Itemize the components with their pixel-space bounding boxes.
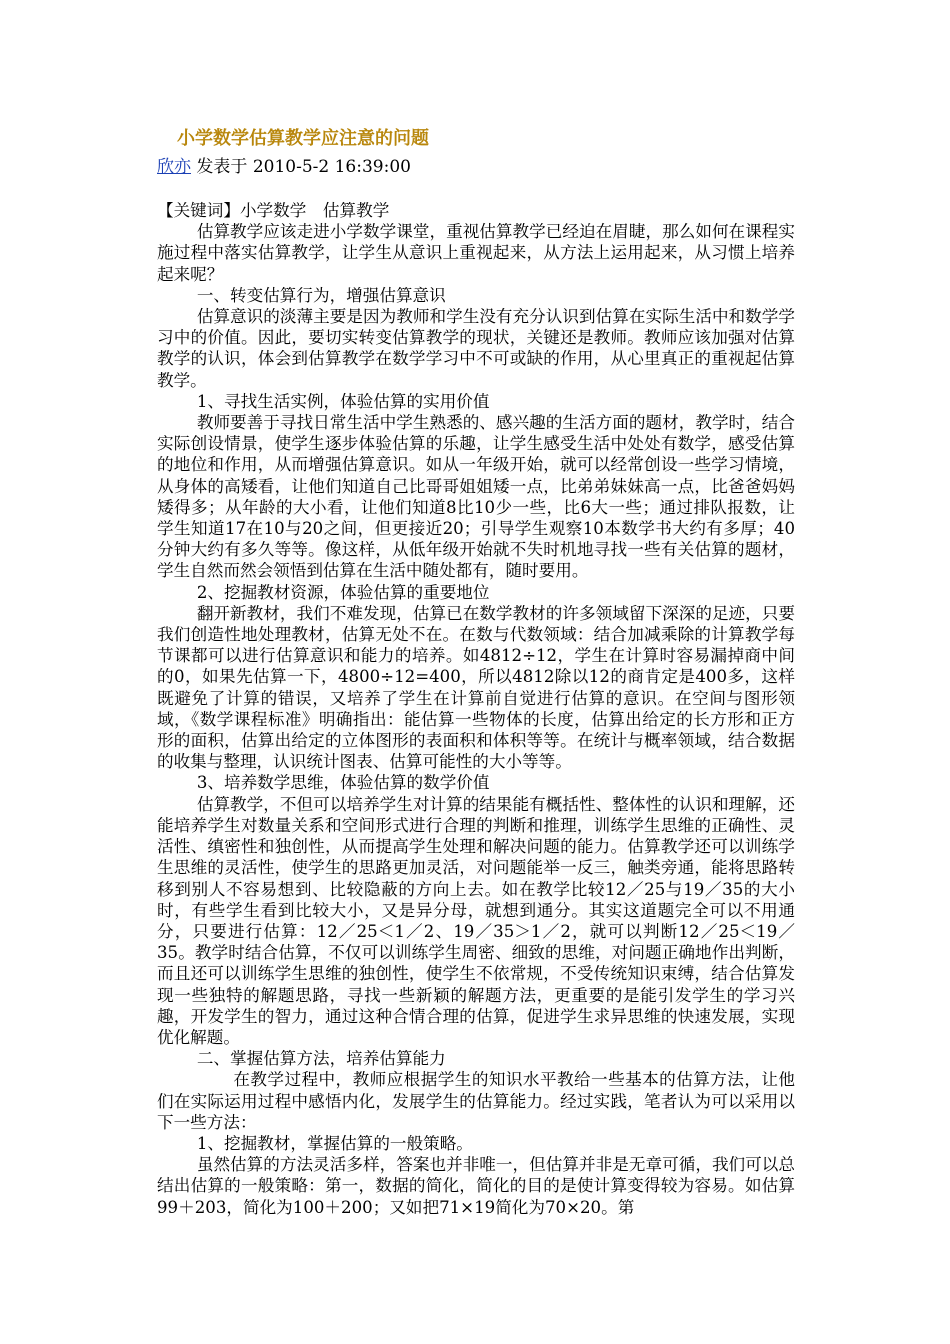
paragraph: 在教学过程中，教师应根据学生的知识水平教给一些基本的估算方法，让他们在实际运用过程中感悟内化，发展学生的估算能力。经过实践，笔者认为可以采用以下一些方法： xyxy=(157,1070,795,1132)
paragraph: 教师要善于寻找日常生活中学生熟悉的、感兴趣的生活方面的题材，教学时，结合实际创设情景，使学生逐步体验估算的乐趣，让学生感受生活中处处有数学，感受估算的地位和作用，从而增强估算意识。如从一年级开始，就可以经常创设一些学习情境，从身体的高矮看，让他们知道自己比哥哥姐姐矮一点，比弟弟妹妹高一点，比爸爸妈妈矮得多；从年龄的大小看，让他们知道8比10少一些，比6大一些；通过排队报数，让学生知道17在10与20之间，但更接近20；引导学生观察10本数学书大约有多厚；40分钟大约有多久等等。像这样，从低年级开始就不失时机地寻找一些有关估算的题材，学生自然而然会领悟到估算在生活中随处都有，随时要用。 xyxy=(157,413,795,581)
keywords-line: 【关键词】小学数学 估算教学 xyxy=(157,201,390,220)
subsection-heading: 1、寻找生活实例，体验估算的实用价值 xyxy=(196,391,490,411)
byline xyxy=(157,152,411,177)
posted-time: 2010-5-2 16:39:00 xyxy=(252,157,411,177)
subsection-heading: 2、挖掘教材资源，体验估算的重要地位 xyxy=(196,582,490,602)
section-heading: 一、转变估算行为，增强估算意识 xyxy=(196,285,446,305)
article-title: 小学数学估算教学应注意的问题 xyxy=(177,128,429,149)
paragraph: 虽然估算的方法灵活多样，答案也并非唯一，但估算并非是无章可循，我们可以总结出估算的一般策略：第一，数据的简化，简化的目的是使计算变得较为容易。如估算99＋203，简化为100＋200；又如把71×19简化为70×20。第 xyxy=(157,1155,795,1217)
posted-label: 发表于 xyxy=(196,157,248,177)
subsection-heading: 3、培养数学思维，体验估算的数学价值 xyxy=(196,773,490,793)
article-body xyxy=(157,200,795,1218)
author-link[interactable]: 欣亦 xyxy=(157,157,191,177)
paragraph: 翻开新教材，我们不难发现，估算已在数学教材的许多领域留下深深的足迹，只要我们创造性地处理教材，估算无处不在。在数与代数领域：结合加减乘除的计算教学每节课都可以进行估算意识和能力的培养。如4812÷12，学生在计算时容易漏掉商中间的0，如果先估算一下，4800÷12=400，所以4812除以12的商肯定是400多，这样既避免了计算的错误，又培养了学生在计算前自觉进行估算的意识。在空间与图形领域，《数学课程标准》明确指出：能估算一些物体的长度，估算出给定的长方形和正方形的面积，估算出给定的立体图形的表面积和体积等等。在统计与概率领域，结合数据的收集与整理，认识统计图表、估算可能性的大小等等。 xyxy=(157,603,795,772)
paragraph: 估算教学应该走进小学数学课堂，重视估算教学已经迫在眉睫，那么如何在课程实施过程中落实估算教学，让学生从意识上重视起来，从方法上运用起来，从习惯上培养起来呢？ xyxy=(157,222,795,284)
subsection-heading: 1、挖掘教材，掌握估算的一般策略。 xyxy=(196,1133,473,1153)
section-heading: 二、掌握估算方法，培养估算能力 xyxy=(196,1049,446,1069)
paragraph: 估算教学，不但可以培养学生对计算的结果能有概括性、整体性的认识和理解，还能培养学生对数量关系和空间形式进行合理的判断和推理，训练学生思维的正确性、灵活性、缜密性和独创性，从而提高学生处理和解决问题的能力。估算教学还可以训练学生思维的灵活性，使学生的思路更加灵活，对问题能举一反三，触类旁通，能将思路转移到别人不容易想到、比较隐蔽的方向上去。如在教学比较12／25与19／35的大小时，有些学生看到比较大小，又是异分母，就想到通分。其实这道题完全可以不用通分，只要进行估算：12／25＜1／2、19／35＞1／2，就可以判断12／25＜19／35。教学时结合估算，不仅可以训练学生周密、细致的思维，对问题正确地作出判断，而且还可以训练学生思维的独创性，使学生不依常规，不受传统知识束缚，结合估算发现一些独特的解题思路，寻找一些新颖的解题方法，更重要的是能引发学生的学习兴趣，开发学生的智力，通过这种合情合理的估算，促进学生求异思维的快速发展，实现优化解题。 xyxy=(157,794,795,1047)
paragraph: 估算意识的淡薄主要是因为教师和学生没有充分认识到估算在实际生活中和数学学习中的价值。因此，要切实转变估算教学的现状，关键还是教师。教师应该加强对估算教学的认识，体会到估算教学在数学学习中不可或缺的作用，从心里真正的重视起估算教学。 xyxy=(157,307,795,390)
